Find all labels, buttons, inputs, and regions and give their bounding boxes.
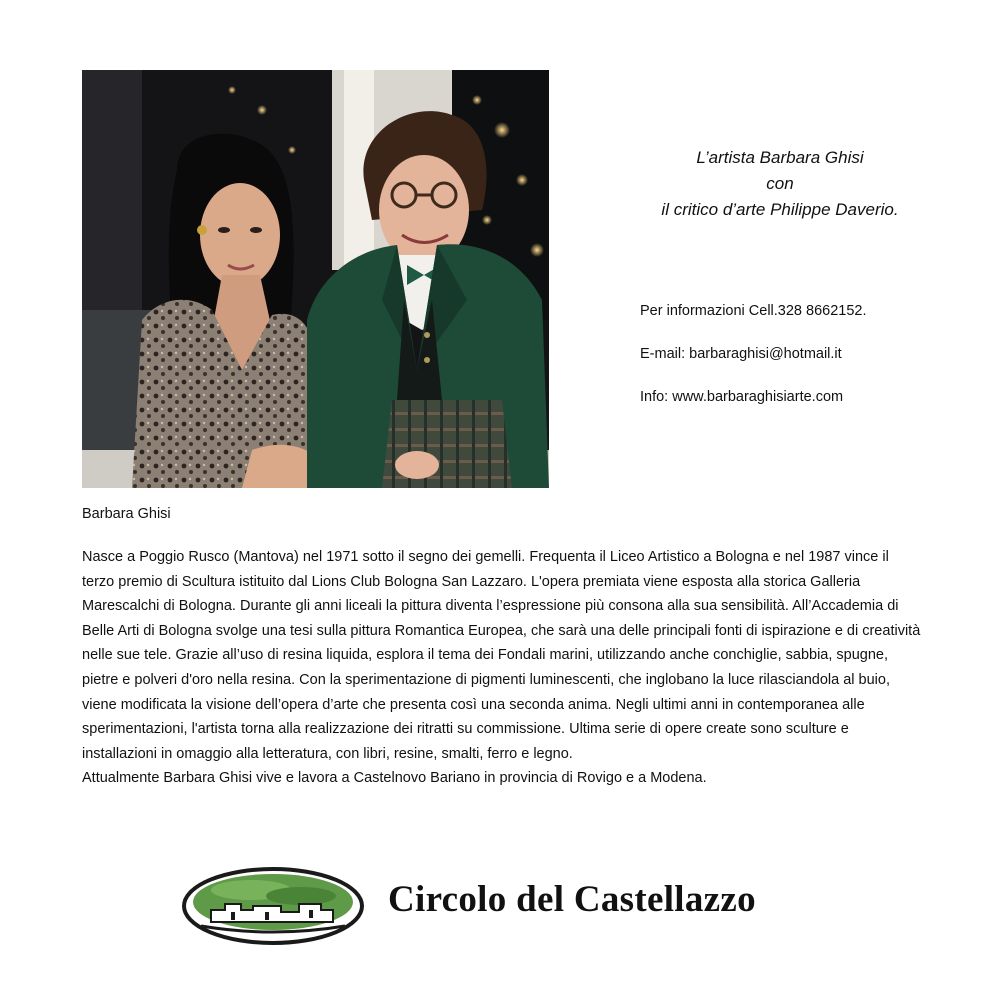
- website-info[interactable]: Info: www.barbaraghisiarte.com: [640, 389, 844, 405]
- caption-line-with: con: [766, 174, 794, 193]
- caption-line-critic: il critico d’arte Philippe Daverio.: [661, 200, 899, 219]
- artist-photo: [82, 70, 549, 488]
- biography-paragraph: Nasce a Poggio Rusco (Mantova) nel 1971 sotto il segno dei gemelli. Frequenta il Liceo Artistico a Bologna e nel 1987 vince il terzo premio di Scultura istituito dal Lions Club Bologna San Lazzaro. L'opera premiata viene esposta alla storica Galleria Marescalchi di Bologna. Durante gli anni liceali la pittura diventa l’espressione più consona alla sua sensibilità. All’Accademia di Belle Arti di Bologna svolge una tesi sulla pittura Romantica Europea, che sarà una delle principali fonti di ispirazione e di creatività nelle sue tele. Grazie all’uso di resina liquida, esplora il tema dei Fondali marini, utilizzando anche conchiglie, sabbia, spugne, pietre e polveri d'oro nella resina. Con la sperimentazione di pigmenti luminescenti, che inglobano la luce rilasciandola al buio, viene modificata la visione dell’opera d’arte che presenta così una seconda anima. Negli ultimi anni in contemporanea alle sperimentazioni, l'artista torna alla realizzazione dei ritratti su commissione. Ultima serie di opere create sono sculture e installazioni in omaggio alla letteratura, con libri, resine, smalti, ferro e legno.: [82, 549, 921, 762]
- contact-info: [640, 303, 980, 432]
- artist-name-heading: Barbara Ghisi: [82, 506, 171, 522]
- phone-info: Per informazioni Cell.328 8662152.: [640, 303, 867, 319]
- caption-line-artist: L’artista Barbara Ghisi: [696, 148, 864, 167]
- photo-caption: [600, 145, 960, 223]
- castellazzo-logo-icon: [181, 866, 365, 946]
- email-info[interactable]: E-mail: barbaraghisi@hotmail.it: [640, 346, 842, 362]
- logo-text: Circolo del Castellazzo: [388, 879, 756, 920]
- biography: [82, 545, 924, 791]
- biography-last-line: Attualmente Barbara Ghisi vive e lavora a Castelnovo Bariano in provincia di Rovigo e a Modena.: [82, 770, 707, 787]
